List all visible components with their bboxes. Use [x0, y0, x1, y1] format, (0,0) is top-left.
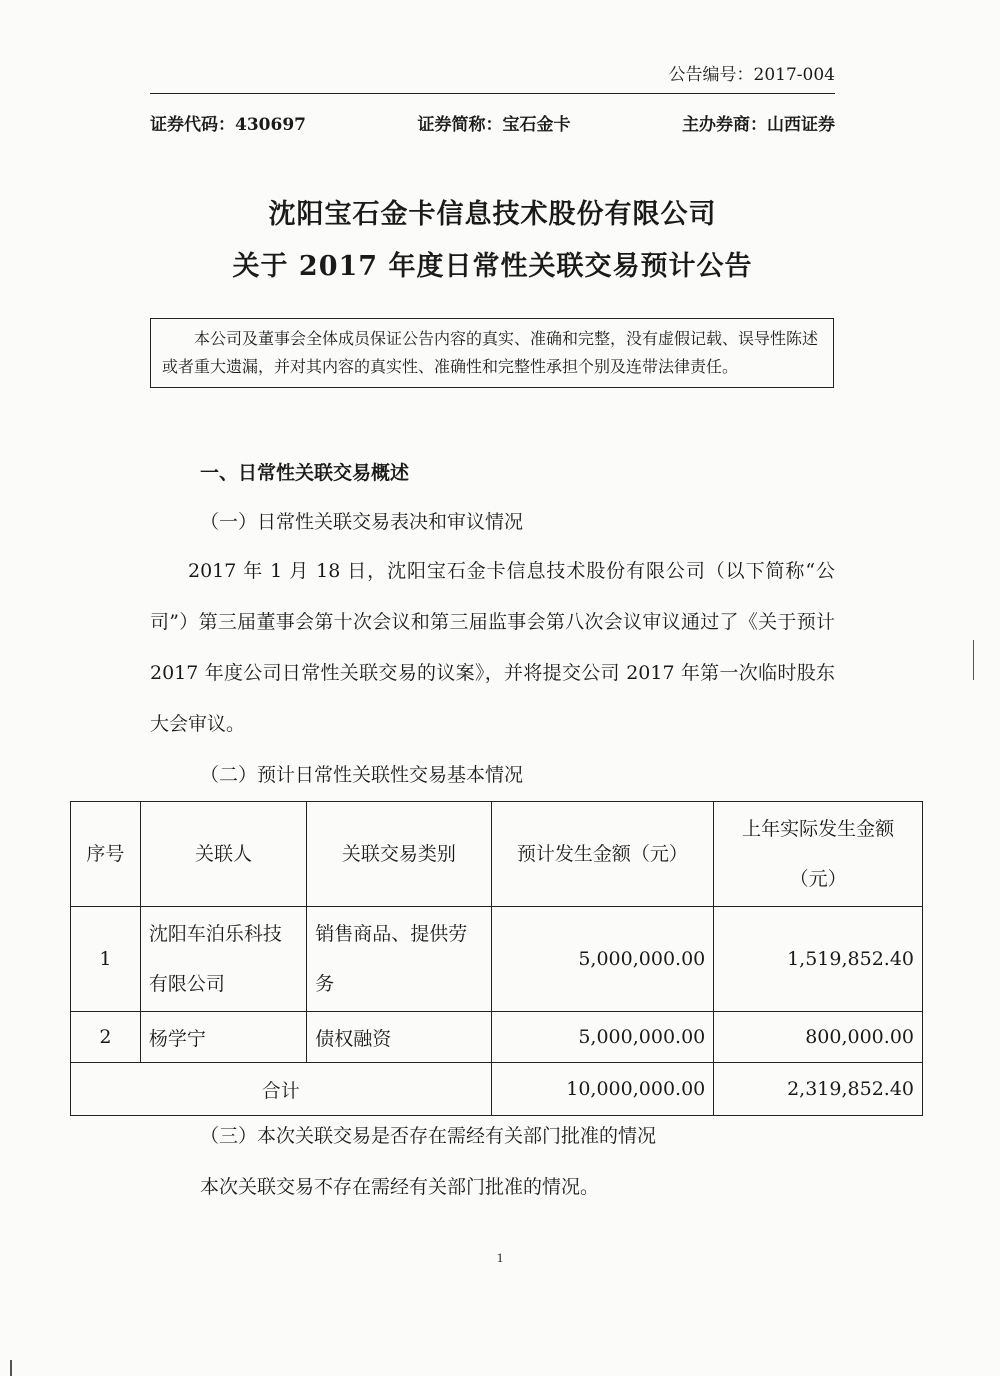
scan-artifact — [973, 640, 974, 680]
stock-abbreviation: 证券简称：宝石金卡 — [417, 115, 571, 135]
section-heading-overview: 一、日常性关联交易概述 — [200, 462, 410, 484]
paragraph-approval-statement: 本次关联交易不存在需经有关部门批准的情况。 — [200, 1176, 600, 1198]
disclaimer-box: 本公司及董事会全体成员保证公告内容的真实、准确和完整，没有虚假记载、误导性陈述或者重大遗漏，并对其内容的真实性、准确性和完整性承担个别及连带法律责任。 — [150, 318, 834, 388]
header-index: 序号 — [71, 802, 141, 907]
cell-related-party: 杨学宁 — [140, 1012, 306, 1063]
cell-estimated-amount: 5,000,000.00 — [491, 1012, 714, 1063]
stock-code: 证券代码：430697 — [150, 115, 306, 135]
cell-previous-amount: 1,519,852.40 — [714, 907, 923, 1012]
header-estimated-amount: 预计发生金额（元） — [491, 802, 714, 907]
scan-artifact — [10, 1360, 12, 1376]
subheading-basic-situation: （二）预计日常性关联性交易基本情况 — [200, 764, 524, 786]
cell-index: 1 — [71, 907, 141, 1012]
subheading-approval-requirement: （三）本次关联交易是否存在需经有关部门批准的情况 — [200, 1125, 657, 1147]
table-row — [71, 907, 923, 1012]
cell-previous-amount: 800,000.00 — [714, 1012, 923, 1063]
cell-index: 2 — [71, 1012, 141, 1063]
cell-transaction-type: 销售商品、提供劳务 — [307, 907, 491, 1012]
cell-transaction-type: 债权融资 — [307, 1012, 491, 1063]
paragraph-review-details: 2017 年 1 月 18 日，沈阳宝石金卡信息技术股份有限公司（以下简称“公司”）第三届董事会第十次会议和第三届监事会第八次会议审议通过了《关于预计 2017 年度公司日常性关联交易的议案》，并将提交公司 2017 年第一次临时股东大会审议。 — [150, 560, 835, 735]
security-info-line — [150, 110, 835, 135]
subheading-voting-review: （一）日常性关联交易表决和审议情况 — [200, 511, 524, 533]
table-header-row — [71, 802, 923, 907]
header-previous-amount: 上年实际发生金额（元） — [714, 802, 923, 907]
title-company: 沈阳宝石金卡信息技术股份有限公司 — [268, 199, 717, 230]
cell-total-label: 合计 — [71, 1063, 492, 1116]
cell-total-previous: 2,319,852.40 — [714, 1063, 923, 1116]
table-total-row — [71, 1063, 923, 1116]
page-number: 1 — [496, 1250, 504, 1265]
announcement-number: 公告编号：2017-004 — [150, 60, 835, 94]
related-transactions-table — [70, 801, 923, 1116]
header-transaction-type: 关联交易类别 — [307, 802, 491, 907]
table-row — [71, 1012, 923, 1063]
sponsor-broker: 主办券商：山西证券 — [681, 115, 835, 135]
cell-related-party: 沈阳车泊乐科技有限公司 — [140, 907, 306, 1012]
cell-total-estimated: 10,000,000.00 — [491, 1063, 714, 1116]
header-related-party: 关联人 — [140, 802, 306, 907]
title-subject: 关于 2017 年度日常性关联交易预计公告 — [232, 251, 753, 282]
cell-estimated-amount: 5,000,000.00 — [491, 907, 714, 1012]
